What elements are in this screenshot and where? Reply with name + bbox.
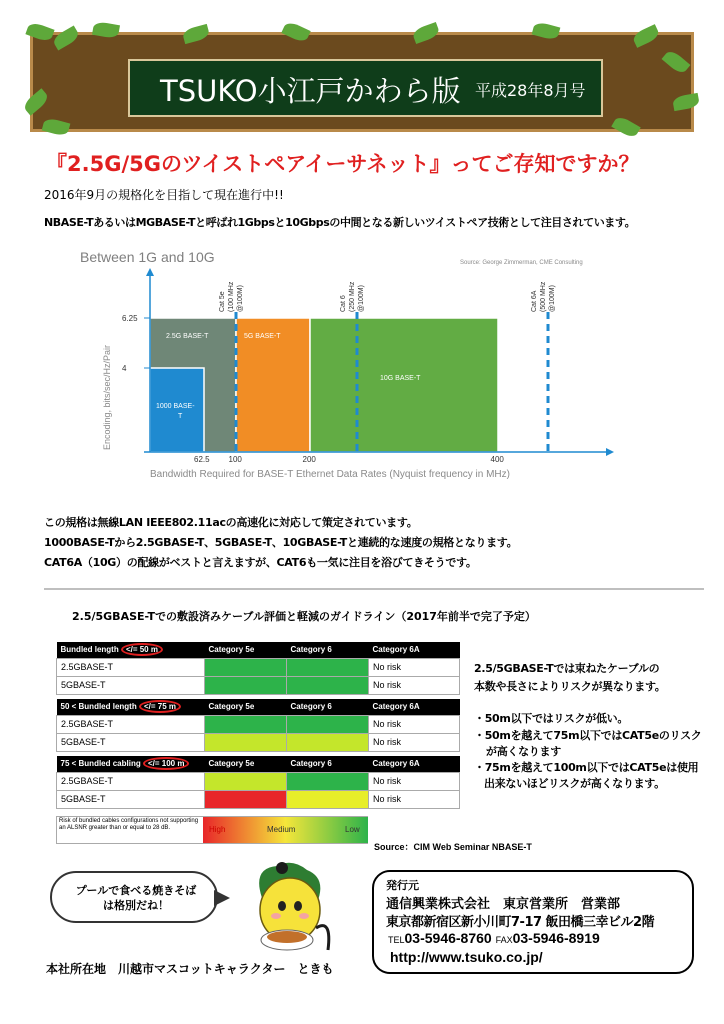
cable-label: @100M)	[237, 285, 244, 312]
hq-caption: 本社所在地 川越市マスコットキャラクター ときも	[46, 962, 334, 976]
chart-source: Source: George Zimmerman, CME Consulting	[460, 260, 583, 266]
body-paragraph-2: 1000BASE-Tから2.5GBASE-T、5GBASE-T、10GBASE-Tと連続的な速度の規格となります。	[44, 536, 518, 549]
cable-label: (100 MHz	[228, 281, 235, 312]
cable-label: Cat 5e	[219, 291, 226, 312]
y-tick-label: 4	[122, 364, 127, 373]
region-label: 2.5G BASE-T	[166, 333, 209, 340]
chart-title: Between 1G and 10G	[80, 249, 215, 265]
bubble-tail	[214, 890, 230, 906]
intro-line-1: 2016年9月の規格化を目指して現在進行中!!	[44, 188, 284, 202]
table-row: 5GBASE-T No risk	[57, 790, 460, 808]
table-row: 5GBASE-T No risk	[57, 733, 460, 751]
table-row: 5GBASE-T No risk	[57, 676, 460, 694]
table-row: 2.5GBASE-T No risk	[57, 715, 460, 733]
side-bullet-1: ・50m以下ではリスクが低い。	[474, 712, 629, 725]
cable-label: Cat 6A	[531, 290, 538, 312]
side-bullet-2-cont: が高くなります	[486, 745, 561, 758]
cable-label: @100M)	[549, 285, 556, 312]
risk-table-50m: Bundled length </= 50 m Category 5e Category 6 Category 6A 2.5GBASE-T No risk 5GBASE-T No risk	[56, 642, 460, 695]
bandwidth-chart	[70, 240, 650, 490]
newsletter-title: TSUKO小江戸かわら版	[160, 74, 461, 108]
x-tick-label: 400	[490, 455, 504, 464]
publisher-box	[372, 870, 694, 974]
region-label: 5G BASE-T	[244, 333, 281, 340]
table-header: 75 < Bundled cabling </= 100 m	[57, 756, 205, 772]
table-header: 50 < Bundled length </= 75 m	[57, 699, 205, 715]
cable-label: (500 MHz	[540, 281, 547, 312]
body-paragraph-3: CAT6A（10G）の配線がベストと言えますが、CAT6も一気に注目を浴びてきそうです。	[44, 556, 477, 569]
divider	[44, 588, 704, 590]
speech-bubble: プールで食べる焼きそば は格別だね！	[50, 871, 218, 923]
headline: 『2.5G/5Gのツイストペアイーサネット』ってご存知ですか？	[46, 152, 640, 176]
side-note-2: 本数や長さによりリスクが異なります。	[474, 680, 666, 693]
cable-label: (250 MHz	[349, 281, 356, 312]
publisher-label: 発行元	[386, 879, 419, 892]
x-tick-label: 200	[302, 455, 316, 464]
publisher-address: 東京都新宿区新小川町7-17 飯田橋三幸ビル2階	[386, 915, 655, 930]
banner-board	[128, 59, 603, 117]
x-axis-label: Bandwidth Required for BASE-T Ethernet Data Rates (Nyquist frequency in MHz)	[150, 469, 510, 480]
region-1000-base-t	[150, 368, 204, 452]
risk-table-100m: 75 < Bundled cabling </= 100 m Category 5e Category 6 Category 6A 2.5GBASE-T No risk 5GBASE-T No risk	[56, 756, 460, 809]
region-label: 1000 BASE-T	[156, 403, 195, 420]
guideline-title: 2.5/5GBASE-Tでの敷設済みケーブル評価と軽減のガイドライン（2017年前半で完了予定）	[72, 610, 536, 623]
mascot-illustration	[232, 858, 342, 958]
table-header: Bundled length </= 50 m	[57, 642, 205, 658]
x-tick-label: 100	[228, 455, 242, 464]
source-note: Source：CIM Web Seminar NBASE-T	[374, 842, 532, 852]
side-bullet-3: ・75mを越えて100m以下ではCAT5eは使用	[474, 761, 699, 774]
region-label: 10G BASE-T	[380, 375, 421, 382]
side-bullet-3-cont: 出来ないほどリスクが高くなります。	[484, 777, 665, 790]
x-tick-label: 62.5	[194, 455, 210, 464]
body-paragraph-1: この規格は無線LAN IEEE802.11acの高速化に対応して策定されています。	[44, 516, 418, 529]
cable-label: Cat 6	[340, 295, 347, 312]
side-bullet-2: ・50mを越えて75m以下ではCAT5eのリスク	[474, 729, 702, 742]
y-axis-label: Encoding, bits/sec/Hz/Pair	[102, 344, 112, 450]
risk-legend: Risk of bundled cables configurations not supporting an ALSNR greater than or equal to 28 dB. High Medium Low	[56, 816, 368, 844]
cable-label: @100M)	[358, 285, 365, 312]
table-row: 2.5GBASE-T No risk	[57, 772, 460, 790]
side-note-1: 2.5/5GBASE-Tでは束ねたケーブルの	[474, 662, 660, 675]
issue-date: 平成28年8月号	[475, 81, 586, 100]
publisher-phone: TEL03-5946-8760 FAX03-5946-8919	[388, 930, 600, 946]
publisher-company: 通信興業株式会社 東京営業所 営業部	[386, 897, 621, 912]
risk-gradient: High Medium Low	[203, 817, 368, 843]
risk-table-75m: 50 < Bundled length </= 75 m Category 5e Category 6 Category 6A 2.5GBASE-T No risk 5GBASE-T No risk	[56, 699, 460, 752]
region-10g-base-t	[310, 318, 498, 452]
publisher-url[interactable]: http://www.tsuko.co.jp/	[390, 949, 543, 965]
table-row: 2.5GBASE-T No risk	[57, 658, 460, 676]
intro-line-2: NBASE-TあるいはMGBASE-Tと呼ばれ1Gbpsと10Gbpsの中間となる新しいツイストペア技術として注目されています。	[44, 216, 636, 229]
y-tick-label: 6.25	[122, 314, 138, 323]
header-banner	[30, 32, 694, 132]
